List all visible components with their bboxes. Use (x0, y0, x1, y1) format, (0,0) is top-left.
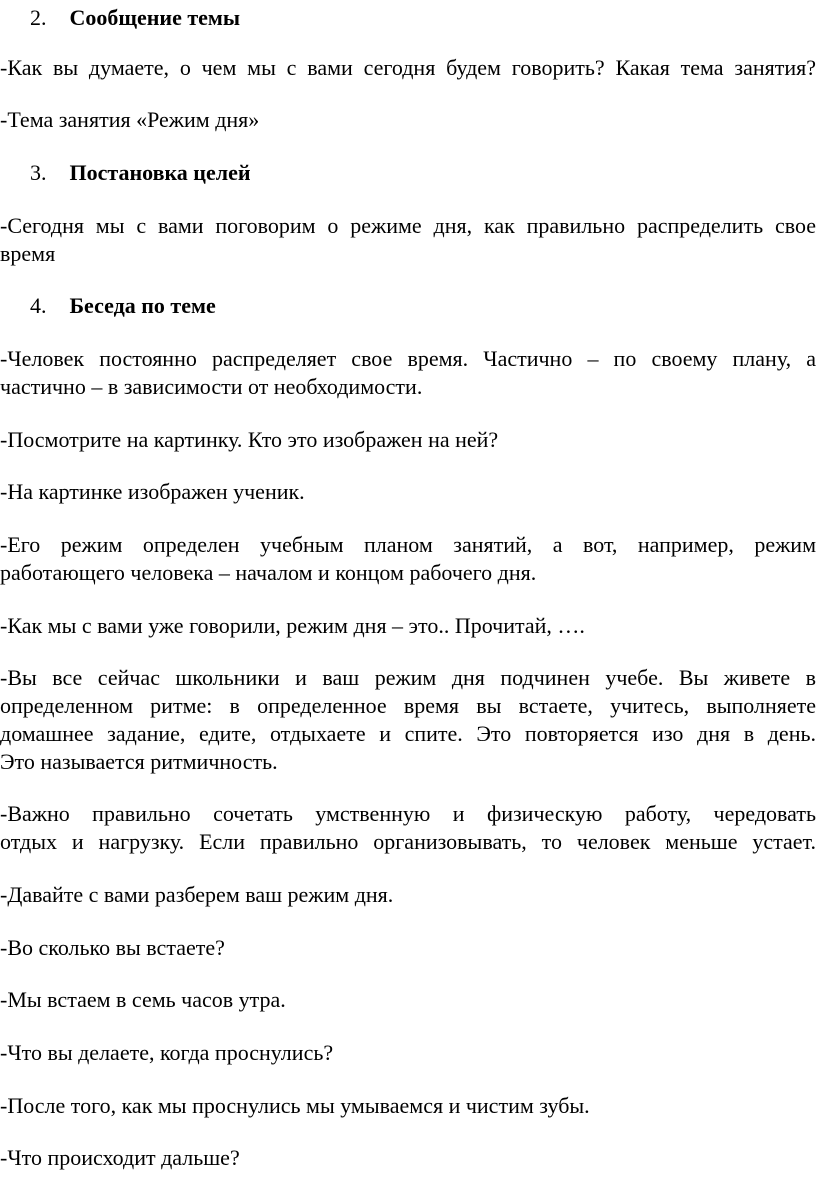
paragraph-line: определенном ритме: в определенное время вы встаете, учитесь, выполняете (0, 693, 816, 718)
paragraph-line: -Вы все сейчас школьники и ваш режим дня подчинен учебе. Вы живете в (0, 665, 816, 690)
paragraph-line: -Давайте с вами разберем ваш режим дня. (0, 882, 394, 907)
section-title: Сообщение темы (69, 5, 241, 30)
paragraph-line: -Человек постоянно распределяет свое время. Частично – по своему плану, а (0, 346, 816, 371)
paragraph-line: отдых и нагрузку. Если правильно организовывать, то человек меньше устает. (0, 829, 816, 854)
paragraph-line: -Как вы думаете, о чем мы с вами сегодня будем говорить? Какая тема занятия? (0, 55, 816, 80)
section-title: Постановка целей (69, 160, 251, 185)
paragraph-line: -Важно правильно сочетать умственную и физическую работу, чередовать (0, 801, 816, 826)
paragraph-line: домашнее задание, едите, отдыхаете и спите. Это повторяется изо дня в день. (0, 721, 816, 746)
paragraph-line: -Посмотрите на картинку. Кто это изображен на ней? (0, 427, 499, 452)
paragraph-line: частично – в зависимости от необходимости. (0, 374, 423, 399)
paragraph-line: -После того, как мы проснулись мы умываемся и чистим зубы. (0, 1093, 590, 1118)
paragraph-line: -Мы встаем в семь часов утра. (0, 987, 286, 1012)
section-heading-3 (30, 157, 790, 188)
paragraph-line: время (0, 241, 56, 266)
section-number: 2. (30, 5, 47, 30)
paragraph-line: -Тема занятия «Режим дня» (0, 107, 260, 132)
paragraph-line: -Сегодня мы с вами поговорим о режиме дня, как правильно распределить свое (0, 213, 816, 238)
paragraph-line: работающего человека – началом и концом рабочего дня. (0, 560, 537, 585)
paragraph-line: Это называется ритмичность. (0, 749, 278, 774)
section-title: Беседа по теме (69, 293, 216, 318)
section-heading-4 (30, 290, 790, 321)
paragraph-line: -Что происходит дальше? (0, 1145, 240, 1170)
paragraph-line: -Что вы делаете, когда проснулись? (0, 1040, 334, 1065)
paragraph-line: -Его режим определен учебным планом занятий, а вот, например, режим (0, 532, 816, 557)
paragraph-line: -Как мы с вами уже говорили, режим дня – это.. Прочитай, …. (0, 613, 585, 638)
section-number: 3. (30, 160, 47, 185)
paragraph-line: -На картинке изображен ученик. (0, 479, 305, 504)
paragraph-line: -Во сколько вы встаете? (0, 935, 225, 960)
section-number: 4. (30, 293, 47, 318)
section-heading-2 (30, 2, 790, 33)
